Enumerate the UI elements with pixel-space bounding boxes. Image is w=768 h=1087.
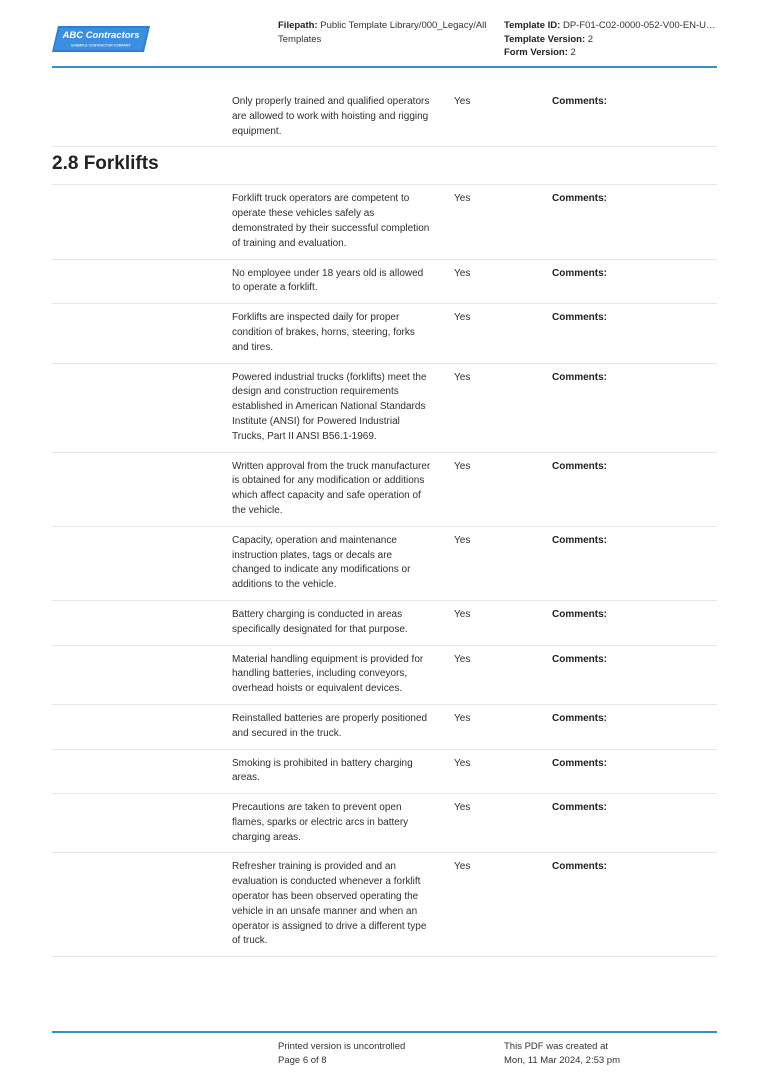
footer-divider (52, 1031, 717, 1033)
logo-text: ABC Contractors (62, 30, 140, 41)
question-text: Material handling equipment is provided for handling batteries, including conveyors, overhead hoists or equivalent devices. (232, 653, 424, 695)
comments-label: Comments: (552, 312, 608, 324)
answer-value: Yes (454, 802, 471, 814)
comments-label: Comments: (552, 653, 608, 665)
checklist-row (52, 646, 717, 705)
comments-label: Comments: (552, 712, 608, 724)
template-id-label: Template ID: (504, 20, 561, 31)
comments-label: Comments: (552, 96, 608, 107)
checklist-row (52, 705, 717, 750)
carryover-items (52, 88, 717, 147)
answer-value: Yes (454, 267, 471, 279)
checklist-row (52, 794, 717, 853)
question-text: No employee under 18 years old is allowed to operate a forklift. (232, 267, 424, 294)
checklist-row (52, 853, 717, 957)
company-logo-badge (52, 26, 150, 52)
comments-label: Comments: (552, 193, 608, 205)
form-version-value: 2 (570, 47, 576, 58)
question-text: Smoking is prohibited in battery charging areas. (232, 757, 413, 784)
checklist-row (52, 185, 717, 259)
answer-value: Yes (454, 460, 471, 472)
answer-value: Yes (454, 861, 471, 873)
question-text: Precautions are taken to prevent open flames, sparks or electric arcs in battery charging areas. (232, 802, 409, 843)
footer-print-info (278, 1040, 493, 1067)
question-text: Forklifts are inspected daily for proper condition of brakes, horns, steering, forks and tires. (232, 312, 415, 353)
created-label: This PDF was created at (504, 1041, 609, 1052)
checklist-content (52, 88, 717, 957)
form-version-label: Form Version: (504, 47, 568, 58)
comments-label: Comments: (552, 267, 608, 279)
checklist-row (52, 364, 717, 453)
template-version-value: 2 (587, 33, 594, 45)
filepath-block (278, 19, 493, 46)
question-text: Forklift truck operators are competent to operate these vehicles safely as demonstrated by their successful completion of training and evaluation. (232, 193, 430, 249)
filepath-value: Public Template Library/000_Legacy/All Templates (278, 20, 487, 45)
comments-label: Comments: (552, 757, 608, 769)
question-text: Capacity, operation and maintenance instruction plates, tags or decals are changed to indicate any modifications or additions to the vehicle. (232, 534, 411, 591)
comments-label: Comments: (552, 460, 608, 472)
question-text: Reinstalled batteries are properly positioned and secured in the truck. (232, 712, 428, 739)
answer-value: Yes (454, 608, 471, 620)
footer-created-info (504, 1040, 720, 1067)
checklist-row (52, 750, 717, 795)
comments-label: Comments: (552, 861, 608, 873)
comments-label: Comments: (552, 608, 608, 620)
template-version-line (504, 33, 720, 47)
comments-label: Comments: (552, 802, 608, 814)
question-text: Written approval from the truck manufacturer is obtained for any modification or additions which affect capacity and safe operation of the vehicle. (232, 460, 431, 516)
filepath-label: Filepath: (278, 20, 318, 31)
template-id-line (504, 19, 720, 33)
template-meta-block (504, 19, 720, 60)
template-version-label: Template Version: (504, 33, 586, 45)
form-version-line (504, 46, 720, 60)
question-text: Refresher training is provided and an evaluation is conducted whenever a forklift operator has been observed operating the vehicle in an unsafe manner and when an operator is assigned to drive a different type of truck. (232, 861, 427, 947)
question-text: Powered industrial trucks (forklifts) meet the design and construction requirements established in American National Standards Institute (ANSI) for Powered Industrial Trucks, Part II ANSI B56.1-1969. (232, 371, 427, 442)
header-divider (52, 66, 717, 68)
answer-value: Yes (454, 757, 471, 769)
checklist-row (52, 453, 717, 527)
checklist-row (52, 527, 717, 601)
checklist-row (52, 260, 717, 305)
template-id-value: DP-F01-C02-0000-052-V00-EN-U… (562, 20, 716, 31)
checklist-row (52, 601, 717, 646)
comments-label: Comments: (552, 534, 608, 546)
section-items (52, 185, 717, 957)
logo-tagline: EXAMPLE CONTRACTOR COMPANY (71, 43, 131, 48)
company-logo (52, 26, 150, 52)
answer-value: Yes (454, 653, 471, 665)
answer-value: Yes (454, 193, 471, 205)
uncontrolled-notice: Printed version is uncontrolled (278, 1041, 406, 1052)
checklist-row (52, 304, 717, 363)
section-title: 2.8 Forklifts (52, 147, 717, 185)
page-number: Page 6 of 8 (278, 1054, 327, 1066)
question-text: Battery charging is conducted in areas specifically designated for that purpose. (232, 608, 408, 635)
comments-label: Comments: (552, 371, 608, 383)
created-timestamp: Mon, 11 Mar 2024, 2:53 pm (504, 1054, 620, 1066)
answer-value: Yes (454, 312, 471, 324)
answer-value: Yes (454, 96, 471, 107)
answer-value: Yes (454, 712, 471, 724)
checklist-row (52, 88, 717, 147)
question-text: Only properly trained and qualified operators are allowed to work with hoisting and rigging equipment. (232, 96, 430, 137)
page-header (0, 0, 768, 68)
answer-value: Yes (454, 534, 471, 546)
answer-value: Yes (454, 371, 471, 383)
